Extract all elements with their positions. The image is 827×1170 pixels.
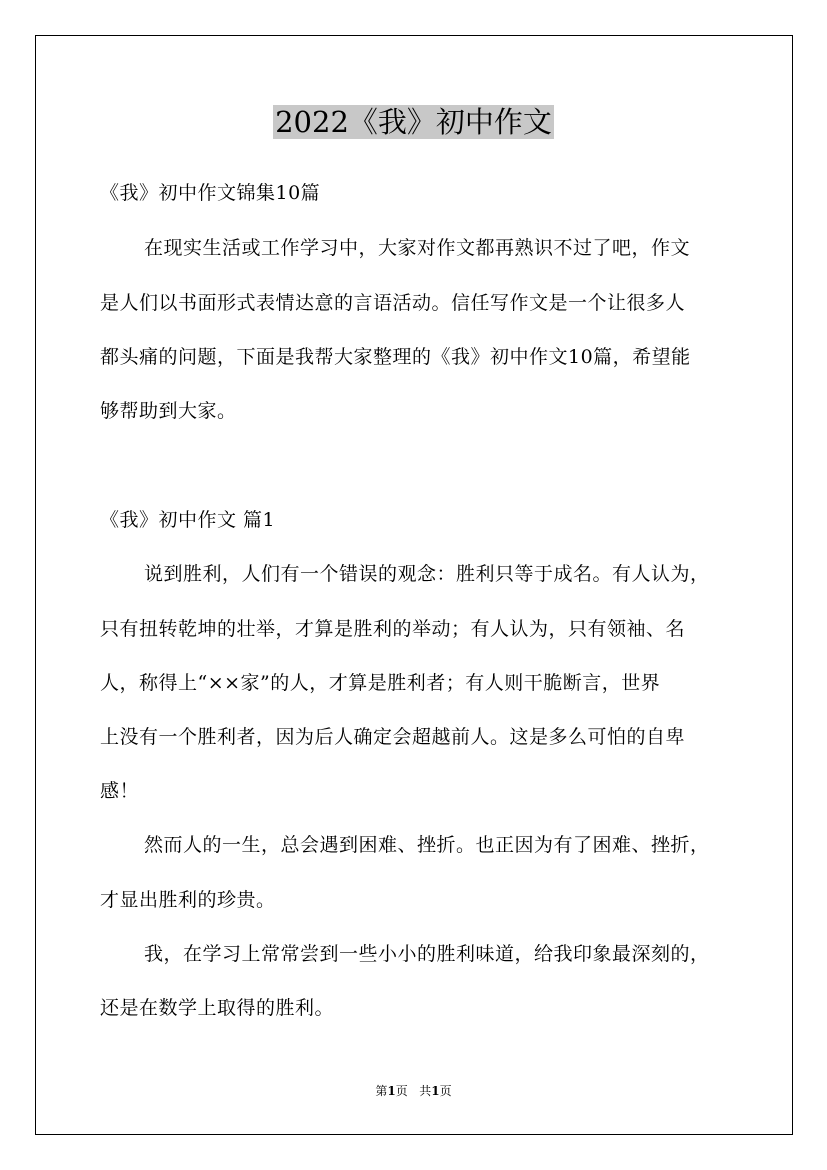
intro-line-4: 够帮助到大家。	[100, 400, 237, 422]
section-heading: 《我》初中作文 篇1	[100, 509, 276, 531]
paragraph3-line-2: 还是在数学上取得的胜利。	[100, 997, 335, 1019]
intro-line-2: 是人们以书面形式表情达意的言语活动。信任写作文是一个让很多人	[100, 292, 686, 314]
document-title-text: 2022《我》初中作文	[275, 105, 552, 139]
paragraph1-line-4: 上没有一个胜利者，因为后人确定会超越前人。这是多么可怕的自卑	[100, 726, 686, 748]
paragraph1-line-3: 人，称得上“××家”的人，才算是胜利者；有人则干脆断言，世界	[100, 672, 661, 694]
footer-page-prefix: 第	[375, 1084, 388, 1098]
page-footer	[0, 1083, 827, 1099]
intro-line-3: 都头痛的问题，下面是我帮大家整理的《我》初中作文10篇，希望能	[100, 346, 691, 368]
footer-total-prefix: 共	[419, 1084, 432, 1098]
footer-total-suffix: 页	[439, 1084, 452, 1098]
subtitle: 《我》初中作文锦集10篇	[100, 182, 321, 204]
paragraph2-line-1: 然而人的一生，总会遇到困难、挫折。也正因为有了困难、挫折，	[144, 834, 710, 856]
footer-page-suffix: 页	[395, 1084, 408, 1098]
footer-page-number: 1	[387, 1084, 396, 1098]
paragraph1-line-1: 说到胜利，人们有一个错误的观念：胜利只等于成名。有人认为，	[144, 563, 710, 585]
document-title	[0, 101, 827, 143]
intro-line-1: 在现实生活或工作学习中，大家对作文都再熟识不过了吧，作文	[144, 237, 691, 259]
paragraph1-line-5: 感！	[100, 780, 140, 802]
paragraph1-line-2: 只有扭转乾坤的壮举，才算是胜利的举动；有人认为，只有领袖、名	[100, 618, 686, 640]
paragraph2-line-2: 才显出胜利的珍贵。	[100, 889, 276, 911]
paragraph3-line-1: 我，在学习上常常尝到一些小小的胜利味道，给我印象最深刻的，	[144, 943, 710, 965]
footer-total-number: 1	[431, 1084, 440, 1098]
